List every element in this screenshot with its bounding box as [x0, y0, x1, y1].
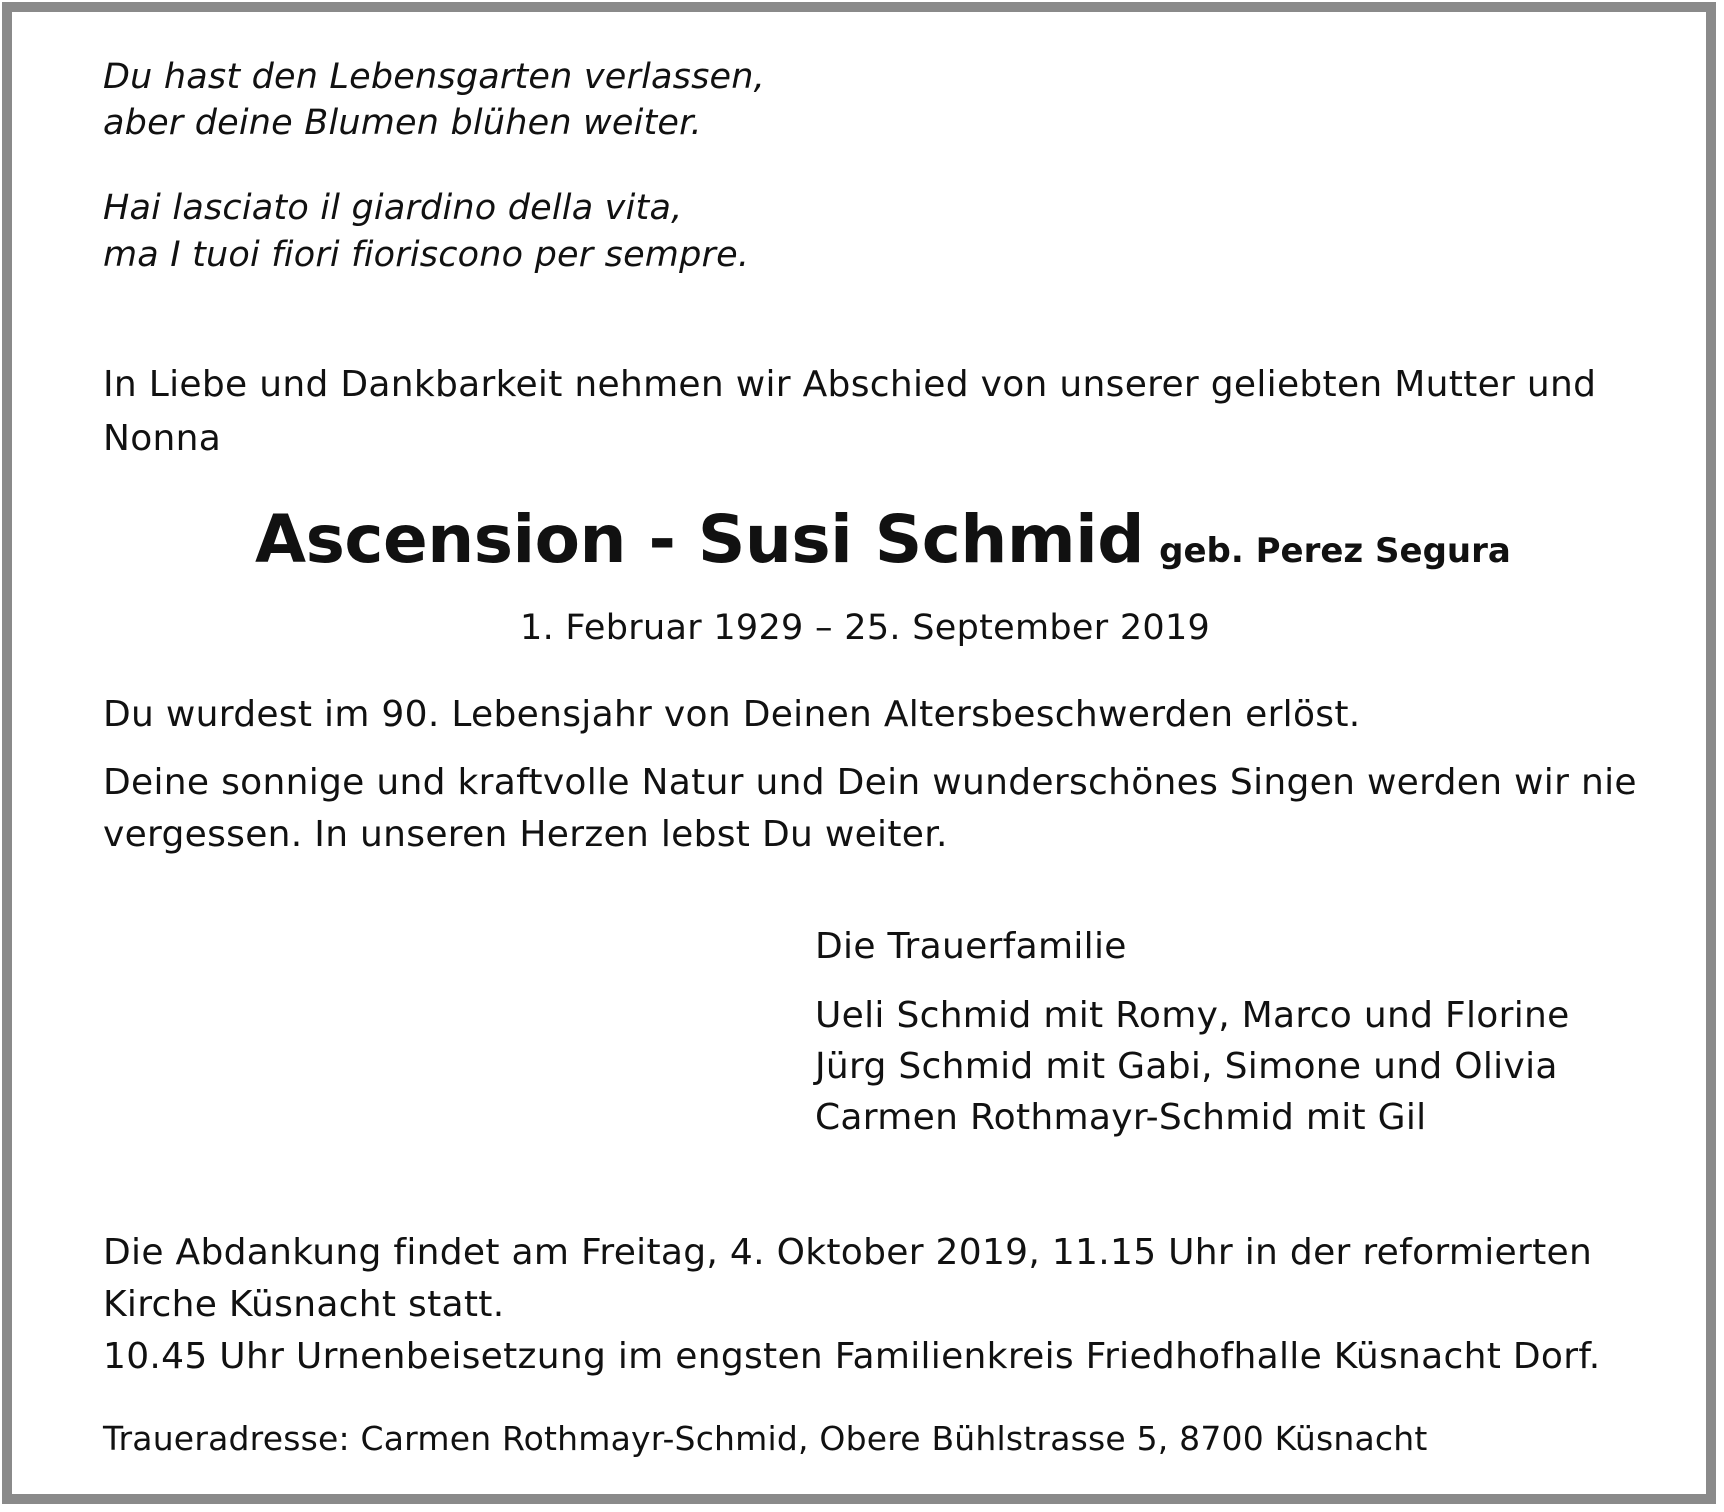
ceremony-line-3: 10.45 Uhr Urnenbeisetzung im engsten Familienkreis Friedhofhalle Küsnacht Dorf. — [103, 1336, 1601, 1377]
motto-de-line-2: aber deine Blumen blühen weiter. — [103, 103, 702, 143]
motto-it-line-1: Hai lasciato il giardino della vita, — [103, 188, 683, 228]
ceremony-line-2: Kirche Küsnacht statt. — [103, 1284, 505, 1325]
deceased-name: Ascension - Susi Schmid — [255, 501, 1145, 578]
family-member: Carmen Rothmayr-Schmid mit Gil — [815, 1097, 1427, 1138]
motto-de-line-1: Du hast den Lebensgarten verlassen, — [103, 57, 765, 97]
family-member: Jürg Schmid mit Gabi, Simone und Olivia — [815, 1046, 1558, 1087]
intro-line-2: Nonna — [103, 418, 222, 459]
message-line-3: vergessen. In unseren Herzen lebst Du weiter. — [103, 814, 948, 855]
family-heading: Die Trauerfamilie — [815, 926, 1127, 967]
intro-line-1: In Liebe und Dankbarkeit nehmen wir Abschied von unserer geliebten Mutter und — [103, 364, 1597, 405]
mourning-address: Traueradresse: Carmen Rothmayr-Schmid, Obere Bühlstrasse 5, 8700 Küsnacht — [103, 1419, 1428, 1458]
deceased-birth-name: geb. Perez Segura — [1159, 531, 1511, 571]
motto-it-line-2: ma I tuoi fiori fioriscono per sempre. — [103, 235, 750, 275]
deceased-name-block — [255, 500, 1511, 580]
family-member: Ueli Schmid mit Romy, Marco und Florine — [815, 995, 1570, 1036]
ceremony-line-1: Die Abdankung findet am Freitag, 4. Oktober 2019, 11.15 Uhr in der reformierten — [103, 1232, 1593, 1273]
message-line-2: Deine sonnige und kraftvolle Natur und Dein wunderschönes Singen werden wir nie — [103, 762, 1637, 803]
life-dates: 1. Februar 1929 – 25. September 2019 — [520, 608, 1211, 648]
message-line-1: Du wurdest im 90. Lebensjahr von Deinen Altersbeschwerden erlöst. — [103, 694, 1361, 735]
